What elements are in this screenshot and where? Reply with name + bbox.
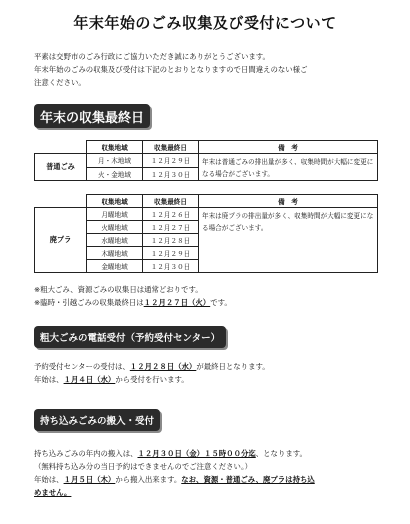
- area-cell: 金曜地域: [87, 260, 143, 273]
- phone-line-2: 年始は、１月４日（水）から受付を行います。: [34, 375, 189, 384]
- header-area: 収集地域: [87, 141, 143, 154]
- date-cell: １２月２７日: [143, 221, 199, 234]
- drop-off-line-3: 年始は、１月５日（木）から搬入出来ます。なお、資源・普通ごみ、廃プラは持ち込: [34, 475, 315, 484]
- drop-off-last-date: １２月３０日（金）１５時００分迄: [137, 449, 256, 458]
- phone-last-date: １２月２８日（水）: [129, 362, 197, 371]
- drop-off-start-date: １月５日（木）: [63, 475, 116, 484]
- note-plastic: 年末は廃プラの排出量が多く、収集時間が大幅に変更になる場合がございます。: [199, 208, 378, 273]
- intro-line-3: 注意ください。: [34, 78, 86, 87]
- area-cell: 火曜地域: [87, 221, 143, 234]
- header-notes: 備 考: [199, 141, 378, 154]
- header-notes: 備 考: [199, 195, 378, 208]
- intro-text: [34, 50, 384, 89]
- area-cell: 月・木地域: [87, 154, 143, 168]
- note-normal: 年末は普通ごみの排出量が多く、収集時間が大幅に変更になる場合がございます。: [199, 154, 378, 181]
- date-cell: １２月２９日: [143, 247, 199, 260]
- area-cell: 月曜地域: [87, 208, 143, 221]
- category-plastic: 廃プラ: [35, 208, 87, 273]
- area-cell: 木曜地域: [87, 247, 143, 260]
- date-cell: １２月２８日: [143, 234, 199, 247]
- section-banner-drop-off: 持ち込みごみの搬入・受付: [34, 409, 160, 431]
- plastic-table: [34, 194, 378, 273]
- category-normal: 普通ごみ: [35, 154, 87, 181]
- intro-line-1: 平素は交野市のごみ行政にご協力いただき誠にありがとうございます。: [34, 52, 270, 61]
- date-cell: １２月３０日: [143, 260, 199, 273]
- phone-line-1: 予約受付センターの受付は、１２月２８日（水）が最終日となります。: [34, 362, 270, 371]
- intro-line-2: 年末年始のごみの収集及び受付は下記のとおりとなりますので日間違えのない様ご: [34, 65, 308, 74]
- phone-start-date: １月４日（水）: [63, 375, 116, 384]
- page-title: 年末年始のごみ収集及び受付について: [73, 14, 337, 32]
- date-cell: １２月３０日: [143, 167, 199, 181]
- drop-off-warning: なお、資源・普通ごみ、廃プラは持ち込: [181, 475, 315, 484]
- footnote-temporary: ※臨時・引越ごみの収集最終日は１２月２７日（火）です。: [34, 298, 232, 307]
- header-last-day: 収集最終日: [143, 141, 199, 154]
- temporary-last-date: １２月２７日（火）: [143, 298, 211, 307]
- footnotes: [34, 283, 394, 309]
- date-cell: １２月２６日: [143, 208, 199, 221]
- drop-off-line-1: 持ち込みごみの年内の搬入は、１２月３０日（金）１５時００分迄、となります。: [34, 449, 307, 458]
- section-banner-last-collection: 年末の収集最終日: [34, 104, 150, 128]
- date-cell: １２月２９日: [143, 154, 199, 168]
- phone-reception-text: [34, 360, 394, 386]
- header-area: 収集地域: [87, 195, 143, 208]
- area-cell: 火・金地域: [87, 167, 143, 181]
- drop-off-warning-end: めません。: [34, 488, 72, 497]
- drop-off-text: [34, 447, 394, 499]
- header-last-day: 収集最終日: [143, 195, 199, 208]
- normal-garbage-table: [34, 140, 378, 181]
- area-cell: 水曜地域: [87, 234, 143, 247]
- section-banner-phone-reception: 粗大ごみの電話受付（予約受付センター）: [34, 326, 226, 348]
- footnote-bulky: ※粗大ごみ、資源ごみの収集日は通常どおりです。: [34, 285, 203, 294]
- drop-off-line-2: （無料持ち込み分の当日予約はできませんのでご注意ください。）: [34, 462, 253, 471]
